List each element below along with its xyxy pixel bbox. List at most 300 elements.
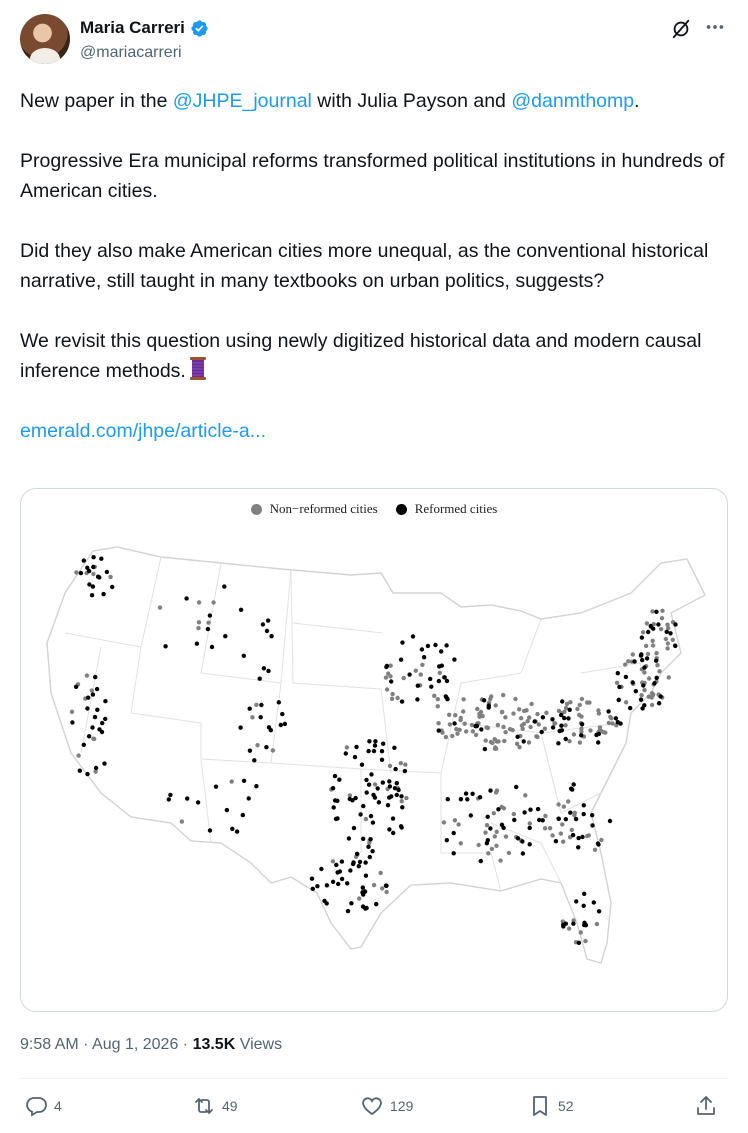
reformed-city-point [358,860,362,864]
reformed-city-point [259,715,263,719]
reformed-city-point [380,749,384,753]
reformed-city-point [283,722,287,726]
reformed-city-point [279,723,283,727]
reformed-city-point [103,717,107,721]
reformed-city-point [90,725,94,729]
reformed-city-point [374,902,378,906]
reformed-city-point [659,694,663,698]
reformed-city-point [391,816,395,820]
reformed-city-point [389,679,393,683]
reformed-city-point [222,584,226,588]
reformed-city-point [337,778,341,782]
tweet-text [20,86,728,476]
reformed-city-point [558,729,562,733]
reformed-city-point [512,818,516,822]
reformed-city-point [411,634,415,638]
tweet-time[interactable]: 9:58 AM [20,1036,79,1053]
reformed-city-point [559,713,563,717]
non-reformed-city-point [510,728,514,732]
non-reformed-city-point [479,710,483,714]
avatar[interactable] [20,14,70,64]
text-segment: with Julia Payson and [311,90,512,112]
reformed-city-point [528,808,532,812]
reformed-city-point [388,784,392,788]
repost-count: 49 [222,1098,238,1114]
reformed-city-point [399,658,403,662]
reformed-city-point [242,654,246,658]
reformed-city-point [340,877,344,881]
reformed-city-point [333,798,337,802]
reply-button[interactable] [24,1094,62,1118]
non-reformed-city-point [440,731,444,735]
mention-danmthomp[interactable]: @danmthomp [511,90,635,112]
reformed-city-point [571,833,575,837]
reformed-city-point [264,745,268,749]
non-reformed-city-point [395,696,399,700]
like-icon [360,1094,384,1118]
reformed-city-point [634,689,638,693]
reformed-city-point [522,739,526,743]
non-reformed-city-point [461,709,465,713]
like-count: 129 [390,1098,414,1114]
reformed-city-point [533,719,537,723]
reformed-city-point [439,649,443,653]
reformed-city-point [241,813,245,817]
reformed-city-point [400,805,404,809]
reformed-city-point [464,791,468,795]
reformed-city-point [452,657,456,661]
reformed-city-point [528,842,532,846]
reformed-city-point [577,941,581,945]
reformed-city-point [353,755,357,759]
reformed-city-point [486,815,490,819]
non-reformed-city-point [660,616,664,620]
reformed-city-point [433,643,437,647]
non-reformed-city-point [345,745,349,749]
non-reformed-city-point [438,671,442,675]
reformed-city-point [266,669,270,673]
non-reformed-city-point [524,708,528,712]
reformed-city-point [645,656,649,660]
reformed-city-point [338,869,342,873]
legend-reformed [396,501,498,517]
non-reformed-city-point [388,674,392,678]
reformed-city-point [93,715,97,719]
bookmark-icon [528,1094,552,1118]
reformed-city-point [485,841,489,845]
reformed-city-point [70,720,74,724]
non-reformed-city-point [254,703,258,707]
reformed-city-point [654,659,658,663]
reformed-city-point [582,812,586,816]
us-outline [47,547,705,963]
reformed-city-point [407,672,411,676]
non-reformed-city-point [543,727,547,731]
reformed-city-point [459,797,463,801]
tweet-date[interactable]: Aug 1, 2026 [92,1036,179,1053]
reformed-city-point [391,831,395,835]
reformed-city-point [185,796,189,800]
reformed-city-point [331,786,335,790]
repost-button[interactable] [192,1094,238,1118]
non-reformed-city-point [573,811,577,815]
reformed-city-point [315,884,319,888]
non-reformed-city-point [548,826,552,830]
reformed-city-point [365,790,369,794]
reformed-city-point [91,692,95,696]
thread-icon [189,356,207,382]
reformed-city-point [557,817,561,821]
non-reformed-city-point [513,697,517,701]
non-reformed-city-point [180,819,184,823]
reformed-city-point [348,868,352,872]
reformed-city-point [78,769,82,773]
non-reformed-city-point [463,722,467,726]
non-reformed-city-point [196,626,200,630]
grok-icon[interactable] [670,18,692,40]
reformed-city-point [332,805,336,809]
reformed-city-point [617,685,621,689]
reformed-city-point [242,779,246,783]
reformed-city-point [550,717,554,721]
non-reformed-city-point [503,730,507,734]
non-reformed-city-point [331,859,335,863]
reformed-city-point [355,852,359,856]
reformed-city-point [223,634,227,638]
non-reformed-city-point [527,715,531,719]
reformed-city-point [665,630,669,634]
action-bar [20,1094,728,1126]
non-reformed-city-point [108,575,112,579]
non-reformed-city-point [527,740,531,744]
non-reformed-city-point [211,600,215,604]
reformed-city-point [91,565,95,569]
non-reformed-city-point [76,753,80,757]
reformed-city-point [269,728,273,732]
non-reformed-city-point [436,721,440,725]
reformed-city-point [357,864,361,868]
reformed-city-point [516,836,520,840]
non-reformed-city-point [666,641,670,645]
non-reformed-city-point [608,715,612,719]
reformed-city-point [469,813,473,817]
reformed-city-point [86,696,90,700]
reformed-city-point [568,811,572,815]
non-reformed-city-point [559,831,563,835]
non-reformed-city-point [665,646,669,650]
non-reformed-city-point [528,725,532,729]
reformed-city-point [639,652,643,656]
non-reformed-city-point [432,694,436,698]
non-reformed-city-point [456,822,460,826]
reformed-city-point [522,810,526,814]
reformed-city-point [640,635,644,639]
non-reformed-city-point [585,834,589,838]
non-reformed-city-point [364,817,368,821]
reformed-city-point [422,655,426,659]
non-reformed-city-point [645,621,649,625]
reformed-city-point [387,827,391,831]
non-reformed-city-point [390,697,394,701]
reformed-city-point [639,698,643,702]
non-reformed-city-point [544,711,548,715]
non-reformed-city-point [507,851,511,855]
reformed-city-point [452,851,456,855]
reformed-city-point [265,629,269,633]
non-reformed-city-point [651,639,655,643]
reformed-city-point [372,749,376,753]
non-reformed-city-point [470,723,474,727]
non-reformed-city-point [642,688,646,692]
reformed-city-point [363,860,367,864]
non-reformed-city-point [206,621,210,625]
reformed-city-point [351,860,355,864]
non-reformed-city-point [380,886,384,890]
legend-reformed-dot [396,504,407,515]
non-reformed-city-point [495,830,499,834]
non-reformed-city-point [631,652,635,656]
non-reformed-city-point [477,715,481,719]
reformed-city-point [277,700,281,704]
reformed-city-point [344,751,348,755]
non-reformed-city-point [448,722,452,726]
reformed-city-point [564,817,568,821]
reformed-city-point [641,683,645,687]
reformed-city-point [101,592,105,596]
reformed-city-point [340,859,344,863]
reformed-city-point [333,774,337,778]
reformed-city-point [254,784,258,788]
reformed-city-point [373,795,377,799]
reformed-city-point [361,804,365,808]
non-reformed-city-point [379,871,383,875]
reformed-city-point [208,613,212,617]
reformed-city-point [470,792,474,796]
reformed-city-point [540,730,544,734]
share-icon [694,1094,718,1118]
reformed-city-point [630,680,634,684]
reformed-city-point [235,829,239,833]
reformed-city-point [347,836,351,840]
reformed-city-point [368,837,372,841]
share-button[interactable] [694,1094,718,1118]
reformed-city-point [437,728,441,732]
reformed-city-point [358,812,362,816]
non-reformed-city-point [493,834,497,838]
reformed-city-point [95,708,99,712]
views-label: Views [239,1036,283,1053]
reformed-city-point [393,786,397,790]
reformed-city-point [624,675,628,679]
reformed-city-point [632,659,636,663]
non-reformed-city-point [557,709,561,713]
reformed-city-point [487,703,491,707]
tweet-header [20,14,728,66]
non-reformed-city-point [85,673,89,677]
reformed-city-point [79,571,83,575]
reformed-city-point [617,698,621,702]
non-reformed-city-point [667,675,671,679]
reformed-city-point [369,772,373,776]
reformed-city-point [380,758,384,762]
non-reformed-city-point [588,728,592,732]
reformed-city-point [590,813,594,817]
non-reformed-city-point [442,820,446,824]
non-reformed-city-point [486,851,490,855]
reformed-city-point [352,826,356,830]
tweet-meta: 9:58 AM · Aug 1, 2026 · 13.5K Views [20,1036,283,1053]
reformed-city-point [571,922,575,926]
non-reformed-city-point [450,734,454,738]
bookmark-button[interactable] [528,1094,574,1118]
display-name[interactable]: Maria Carreri [80,18,185,37]
non-reformed-city-point [230,779,234,783]
non-reformed-city-point [403,762,407,766]
non-reformed-city-point [464,729,468,733]
reformed-city-point [384,665,388,669]
reformed-city-point [82,743,86,747]
reformed-city-point [576,845,580,849]
non-reformed-city-point [501,693,505,697]
reformed-city-point [642,703,646,707]
reformed-city-point [400,640,404,644]
non-reformed-city-point [457,728,461,732]
reformed-city-point [91,584,95,588]
non-reformed-city-point [502,739,506,743]
reformed-city-point [444,643,448,647]
reformed-city-point [582,904,586,908]
non-reformed-city-point [657,669,661,673]
non-reformed-city-point [610,721,614,725]
reformed-city-point [429,685,433,689]
text-segment: We revisit this question using newly digitized historical data and modern causal inference methods. [20,330,702,382]
reformed-city-point [195,642,199,646]
non-reformed-city-point [503,715,507,719]
reformed-city-point [248,707,252,711]
non-reformed-city-point [647,676,651,680]
views-count: 13.5K [192,1036,236,1053]
reformed-city-point [364,778,368,782]
verified-badge-icon [190,19,209,38]
non-reformed-city-point [517,707,521,711]
mention-jhpe-journal[interactable]: @JHPE_journal [172,90,312,112]
non-reformed-city-point [453,713,457,717]
reformed-city-point [582,803,586,807]
reformed-city-point [252,758,256,762]
reformed-city-point [325,901,329,905]
more-icon[interactable] [704,16,726,38]
reformed-city-point [266,618,270,622]
handle[interactable]: @mariacarreri [80,44,182,61]
reformed-city-point [576,836,580,840]
non-reformed-city-point [528,821,532,825]
non-reformed-city-point [484,725,488,729]
reformed-city-point [568,708,572,712]
like-button[interactable] [360,1094,413,1118]
non-reformed-city-point [671,638,675,642]
non-reformed-city-point [489,694,493,698]
non-reformed-city-point [494,703,498,707]
non-reformed-city-point [654,651,658,655]
non-reformed-city-point [615,681,619,685]
reformed-city-point [85,706,89,710]
reformed-city-point [564,737,568,741]
non-reformed-city-point [556,802,560,806]
non-reformed-city-point [492,811,496,815]
reformed-city-point [311,887,315,891]
reformed-city-point [336,882,340,886]
non-reformed-city-point [197,620,201,624]
reformed-city-point [384,884,388,888]
reformed-city-point [440,664,444,668]
media-image[interactable] [20,488,728,1012]
non-reformed-city-point [459,841,463,845]
name-row [80,18,209,38]
non-reformed-city-point [583,939,587,943]
reformed-city-point [361,837,365,841]
non-reformed-city-point [461,697,465,701]
non-reformed-city-point [579,930,583,934]
reformed-city-point [673,622,677,626]
reformed-city-point [103,699,107,703]
reformed-city-point [361,885,365,889]
reformed-city-point [395,793,399,797]
reformed-city-point [584,923,588,927]
reformed-city-point [566,716,570,720]
reformed-city-point [262,666,266,670]
repost-icon [192,1094,216,1118]
non-reformed-city-point [444,735,448,739]
reformed-city-point [280,712,284,716]
reformed-city-point [564,922,568,926]
non-reformed-city-point [572,732,576,736]
reformed-city-point [614,716,618,720]
legend-non-reformed [251,501,378,517]
non-reformed-city-point [414,669,418,673]
reformed-city-point [673,644,677,648]
reformed-city-point [541,715,545,719]
reformed-city-point [597,909,601,913]
non-reformed-city-point [651,643,655,647]
non-reformed-city-point [490,847,494,851]
non-reformed-city-point [535,712,539,716]
reformed-city-point [393,767,397,771]
non-reformed-city-point [567,926,571,930]
reformed-city-point [353,796,357,800]
reformed-city-point [392,746,396,750]
reformed-city-point [654,610,658,614]
reformed-city-point [657,701,661,705]
non-reformed-city-point [522,722,526,726]
non-reformed-city-point [388,764,392,768]
non-reformed-city-point [255,743,259,747]
divider [20,1078,728,1079]
reformed-city-point [445,697,449,701]
non-reformed-city-point [639,693,643,697]
reformed-city-point [370,849,374,853]
non-reformed-city-point [603,731,607,735]
reformed-city-point [556,741,560,745]
reformed-city-point [592,900,596,904]
non-reformed-city-point [458,718,462,722]
article-link[interactable]: emerald.com/jhpe/article-a... [20,420,267,442]
non-reformed-city-point [647,695,651,699]
reformed-city-point [100,721,104,725]
reformed-city-point [206,627,210,631]
non-reformed-city-point [158,605,162,609]
reformed-city-point [642,665,646,669]
non-reformed-city-point [494,844,498,848]
